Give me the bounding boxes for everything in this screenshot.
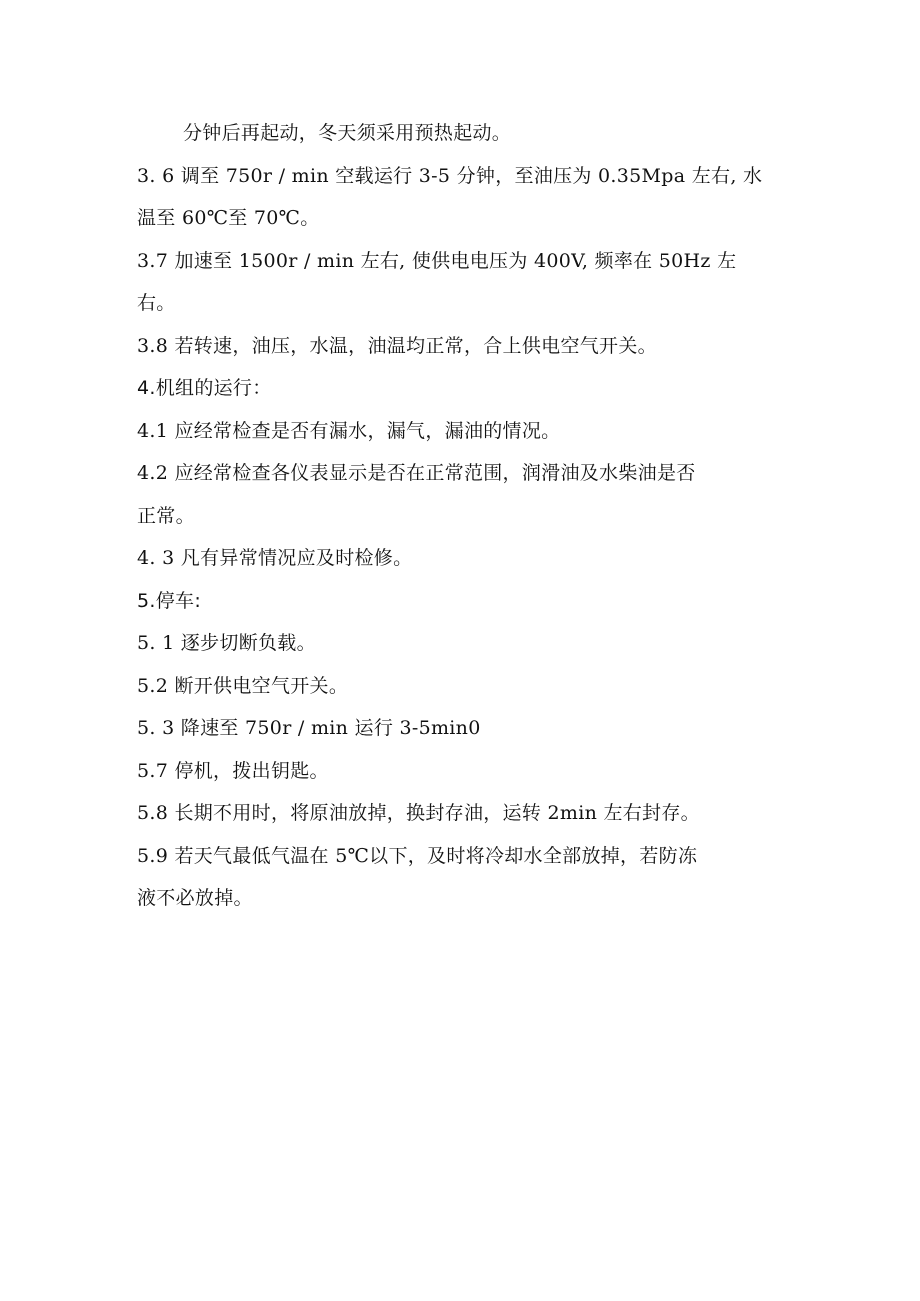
text-line: 分钟后再起动，冬天须采用预热起动。	[183, 122, 512, 144]
text-line: 5. 1 逐步切断负载。	[137, 632, 316, 654]
text-line: 4.2 应经常检查各仪表显示是否在正常范围，润滑油及水柴油是否	[137, 462, 696, 484]
text-line: 温至 60℃至 70℃。	[137, 207, 320, 229]
text-line: 液不必放掉。	[137, 887, 253, 909]
text-line: 正常。	[137, 504, 195, 527]
text-line: 右。	[137, 292, 176, 314]
text-line: 3. 6 调至 750r / min 空载运行 3-5 分钟，至油压为 0.35Mpa 左右, 水	[137, 164, 763, 187]
section-heading: 5.停车:	[137, 589, 202, 612]
document-body	[137, 112, 787, 920]
text-line: 5.2 断开供电空气开关。	[137, 674, 349, 697]
text-line: 5.8 长期不用时，将原油放掉，换封存油，运转 2min 左右封存。	[137, 802, 700, 824]
text-line: 4. 3 凡有异常情况应及时检修。	[137, 547, 413, 569]
text-line: 3.8 若转速，油压，水温，油温均正常，合上供电空气开关。	[137, 334, 657, 357]
text-line: 5.7 停机，拨出钥匙。	[137, 759, 329, 782]
section-heading: 4.机组的运行：	[137, 377, 272, 399]
text-line: 5.9 若天气最低气温在 5℃以下，及时将冷却水全部放掉，若防冻	[137, 844, 698, 867]
text-line: 3.7 加速至 1500r / min 左右, 使供电电压为 400V, 频率在 50Hz 左	[137, 249, 737, 272]
text-line: 5. 3 降速至 750r / min 运行 3-5min0	[137, 717, 481, 739]
text-line: 4.1 应经常检查是否有漏水，漏气，漏油的情况。	[137, 419, 561, 442]
